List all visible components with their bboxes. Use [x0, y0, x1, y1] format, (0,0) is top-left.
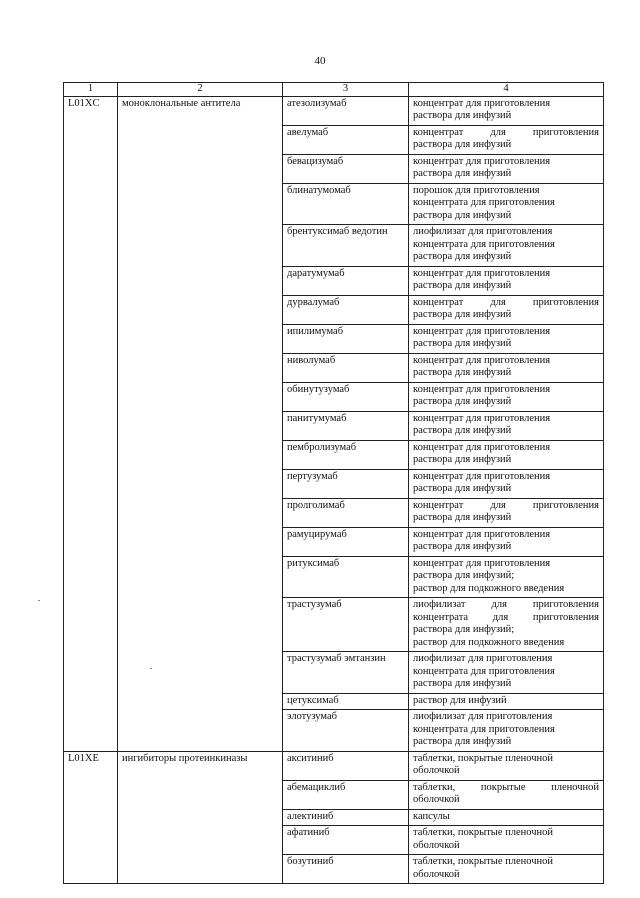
dosage-form-line: лиофилизат для приготовления: [413, 653, 553, 664]
drug-name-cell: ниволумаб: [283, 353, 409, 382]
table-row: [64, 96, 604, 125]
header-cell-3: 3: [283, 83, 409, 97]
drug-name-cell: элотузумаб: [283, 710, 409, 752]
dosage-form-line: лиофилизат для приготовления: [413, 711, 553, 722]
dosage-form-line: раствора для инфузий: [413, 338, 512, 349]
dosage-form-line: концентрат для приготовления: [413, 267, 551, 279]
header-cell-4: 4: [409, 83, 604, 97]
scan-speck: [150, 668, 152, 669]
dosage-form-line: концентрат для приготовления: [413, 97, 551, 109]
drug-name-cell: пролголимаб: [283, 498, 409, 527]
dosage-form-line: раствора для инфузий: [413, 396, 512, 407]
drug-name-cell: трастузумаб эмтанзин: [283, 652, 409, 694]
dosage-form-line: раствора для инфузий: [413, 251, 512, 262]
dosage-form-line: раствора для инфузий: [413, 454, 512, 465]
dosage-form-cell: [409, 780, 604, 809]
dosage-form-line: раствора для инфузий: [413, 483, 512, 494]
dosage-form-line: концентрата для приготовления: [413, 611, 599, 623]
dosage-form-line: лиофилизат для приготовления: [413, 599, 599, 610]
dosage-form-line: концентрат для приготовления: [413, 325, 551, 337]
dosage-form-line: концентрат для приготовления: [413, 296, 599, 308]
drug-name-cell: обинутузумаб: [283, 382, 409, 411]
drug-name-cell: ипилимумаб: [283, 324, 409, 353]
drug-name-cell: алектиниб: [283, 809, 409, 826]
group-name-cell: моноклональные антитела: [118, 96, 283, 751]
dosage-form-line: раствор для подкожного введения: [413, 636, 565, 648]
dosage-form-line: таблетки, покрытые пленочной: [413, 781, 599, 793]
dosage-form-line: концентрат для приготовления: [413, 412, 551, 424]
dosage-form-line: раствора для инфузий: [413, 512, 512, 523]
dosage-form-cell: [409, 855, 604, 884]
drug-name-cell: ритуксимаб: [283, 556, 409, 598]
atc-code-cell: L01XC: [64, 96, 118, 751]
dosage-form-line: раствора для инфузий: [413, 139, 512, 150]
dosage-form-cell: [409, 826, 604, 855]
drug-name-cell: авелумаб: [283, 125, 409, 154]
dosage-form-cell: [409, 751, 604, 780]
page-number: 40: [314, 55, 326, 67]
dosage-form-line: оболочкой: [413, 794, 460, 805]
dosage-form-line: раствора для инфузий: [413, 280, 512, 291]
atc-code-cell: L01XE: [64, 751, 118, 884]
dosage-form-cell: [409, 809, 604, 826]
dosage-form-line: концентрат для приготовления: [413, 354, 551, 366]
drug-name-cell: афатиниб: [283, 826, 409, 855]
drug-name-cell: бевацизумаб: [283, 154, 409, 183]
dosage-form-cell: [409, 183, 604, 225]
dosage-form-cell: [409, 693, 604, 710]
dosage-form-line: концентрат для приготовления: [413, 528, 551, 540]
drug-name-cell: атезолизумаб: [283, 96, 409, 125]
scan-speck: [38, 600, 40, 601]
dosage-form-line: раствора для инфузий;: [413, 624, 515, 635]
header-cell-2: 2: [118, 83, 283, 97]
dosage-form-line: концентрата для приготовления: [413, 723, 555, 735]
dosage-form-cell: [409, 125, 604, 154]
dosage-form-cell: [409, 154, 604, 183]
dosage-form-cell: [409, 96, 604, 125]
dosage-form-line: раствора для инфузий: [413, 541, 512, 552]
dosage-form-cell: [409, 527, 604, 556]
dosage-form-line: таблетки, покрытые пленочной: [413, 827, 554, 838]
dosage-form-line: раствор для инфузий: [413, 694, 507, 706]
dosage-form-line: концентрата для приготовления: [413, 665, 555, 677]
drug-name-cell: рамуцирумаб: [283, 527, 409, 556]
drug-name-cell: трастузумаб: [283, 598, 409, 652]
dosage-form-line: оболочкой: [413, 868, 460, 880]
dosage-form-line: раствора для инфузий: [413, 425, 512, 436]
drug-name-cell: дурвалумаб: [283, 295, 409, 324]
dosage-form-line: раствора для инфузий: [413, 367, 512, 378]
drug-name-cell: цетуксимаб: [283, 693, 409, 710]
dosage-form-line: раствора для инфузий: [413, 309, 512, 320]
drug-table: [63, 82, 604, 884]
dosage-form-line: таблетки, покрытые пленочной: [413, 752, 554, 764]
dosage-form-cell: [409, 324, 604, 353]
dosage-form-cell: [409, 652, 604, 694]
dosage-form-line: раствора для инфузий: [413, 736, 512, 747]
drug-name-cell: бозутиниб: [283, 855, 409, 884]
dosage-form-line: раствор для подкожного введения: [413, 582, 565, 594]
dosage-form-cell: [409, 498, 604, 527]
dosage-form-line: раствора для инфузий: [413, 678, 512, 689]
dosage-form-cell: [409, 710, 604, 752]
drug-name-cell: даратумумаб: [283, 266, 409, 295]
dosage-form-line: таблетки, покрытые пленочной: [413, 856, 554, 867]
dosage-form-line: концентрат для приготовления: [413, 441, 551, 453]
drug-name-cell: пертузумаб: [283, 469, 409, 498]
table-header-row: [64, 83, 604, 97]
dosage-form-cell: [409, 598, 604, 652]
dosage-form-line: порошок для приготовления: [413, 184, 540, 196]
drug-name-cell: абемациклиб: [283, 780, 409, 809]
dosage-form-line: концентрат для приготовления: [413, 126, 599, 138]
dosage-form-cell: [409, 382, 604, 411]
dosage-form-cell: [409, 440, 604, 469]
dosage-form-cell: [409, 266, 604, 295]
dosage-form-cell: [409, 295, 604, 324]
dosage-form-line: раствора для инфузий: [413, 209, 512, 221]
drug-table-body: [64, 83, 604, 884]
dosage-form-cell: [409, 556, 604, 598]
dosage-form-line: лиофилизат для приготовления: [413, 226, 553, 237]
drug-name-cell: блинатумомаб: [283, 183, 409, 225]
dosage-form-line: оболочкой: [413, 839, 460, 851]
dosage-form-line: раствора для инфузий: [413, 168, 512, 179]
dosage-form-line: раствора для инфузий;: [413, 570, 515, 581]
dosage-form-cell: [409, 469, 604, 498]
dosage-form-line: раствора для инфузий: [413, 110, 512, 121]
group-name-cell: ингибиторы протеинкиназы: [118, 751, 283, 884]
dosage-form-cell: [409, 225, 604, 267]
dosage-form-line: концентрат для приготовления: [413, 383, 551, 395]
dosage-form-line: капсулы: [413, 810, 450, 822]
dosage-form-line: оболочкой: [413, 765, 460, 776]
dosage-form-cell: [409, 411, 604, 440]
dosage-form-line: концентрат для приготовления: [413, 155, 551, 167]
drug-name-cell: панитумумаб: [283, 411, 409, 440]
dosage-form-line: концентрат для приготовления: [413, 557, 551, 569]
dosage-form-cell: [409, 353, 604, 382]
dosage-form-line: концентрата для приготовления: [413, 238, 555, 250]
dosage-form-line: концентрата для приготовления: [413, 197, 555, 208]
drug-name-cell: акситиниб: [283, 751, 409, 780]
header-cell-1: 1: [64, 83, 118, 97]
dosage-form-line: концентрат для приготовления: [413, 470, 551, 482]
drug-name-cell: пембролизумаб: [283, 440, 409, 469]
dosage-form-line: концентрат для приготовления: [413, 499, 599, 511]
drug-name-cell: брентуксимаб ведотин: [283, 225, 409, 267]
table-row: [64, 751, 604, 780]
